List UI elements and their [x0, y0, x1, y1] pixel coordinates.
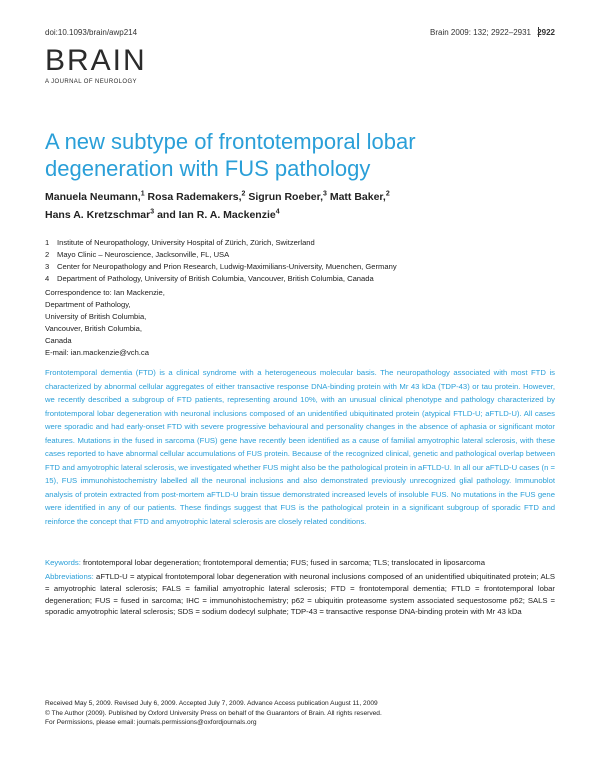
affiliation: 3 Center for Neuropathology and Prion Research, Ludwig-Maximilians-University, Muenchen, Germany — [45, 262, 397, 271]
journal-subtitle: A JOURNAL OF NEUROLOGY — [45, 79, 137, 85]
title-line-2: degeneration with FUS pathology — [45, 156, 371, 181]
abbreviations — [45, 571, 555, 618]
keywords-label: Keywords: — [45, 558, 81, 567]
permissions: For Permissions, please email: journals.permissions@oxfordjournals.org — [45, 719, 257, 727]
article-footer — [45, 699, 555, 728]
article-title — [45, 128, 505, 182]
abbreviations-label: Abbreviations: — [45, 572, 94, 581]
title-line-1: A new subtype of frontotemporal lobar — [45, 129, 416, 154]
author: Matt Baker,$^2$ — [329, 190, 390, 203]
correspondence-email[interactable]: E-mail: ian.mackenzie@vch.ca — [45, 348, 149, 357]
received-dates: Received May 5, 2009. Revised July 6, 2009. Accepted July 7, 2009. Advance Access publication August 11, 2009 — [45, 700, 378, 707]
affiliation: 4 Department of Pathology, University of British Columbia, Vancouver, British Columbia, Canada — [45, 274, 374, 283]
author-list — [45, 186, 555, 223]
copyright: © The Author (2009). Published by Oxford University Press on behalf of the Guarantors of Brain. All rights reserved. — [45, 709, 382, 717]
keywords — [45, 557, 555, 569]
keywords-text: frontotemporal lobar degeneration; frontotemporal dementia; FUS; fused in sarcoma; TLS; translocated in liposarcoma — [83, 558, 485, 567]
journal-brand — [45, 46, 147, 85]
correspondence-line: Correspondence to: Ian Mackenzie, — [45, 288, 165, 297]
journal-citation: Brain 2009: 132; 2922–2931 — [430, 28, 531, 37]
author: Rosa Rademakers,$^2$ — [147, 190, 246, 203]
correspondence-block — [45, 287, 345, 359]
journal-logo: BRAIN — [45, 44, 147, 77]
author: Hans A. Kretzschmar$^3$ — [45, 208, 155, 221]
correspondence-line: University of British Columbia, — [45, 312, 147, 321]
author: and Ian R. A. Mackenzie$^4$ — [157, 208, 280, 221]
affiliation: 1 Institute of Neuropathology, University Hospital of Zürich, Zürich, Switzerland — [45, 238, 315, 247]
doi[interactable]: doi:10.1093/brain/awp214 — [45, 28, 138, 37]
correspondence-line: Canada — [45, 336, 72, 345]
abbreviations-text: aFTLD-U = atypical frontotemporal lobar degeneration with neuronal inclusions composed of an unidentified ubiquitinated protein; ALS = amyotrophic lateral sclerosis; FALS = familial amyotrophic lateral sclerosis; FTD = frontotemporal dementia; FTLD = frontotemporal lobar degeneration; FUS = fused in sarcoma; IHC = immunohistochemistry; p62 = ubiquitin proteasome system associated sequestosome p62; SALS = sporadic amyotrophic lateral sclerosis; SDS = sodium dodecyl sulphate; TDP-43 = transactive response DNA-binding protein with Mr 43 kDa — [45, 572, 555, 617]
correspondence-line: Department of Pathology, — [45, 300, 131, 309]
author: Manuela Neumann,$^1$ — [45, 190, 145, 203]
affiliation: 2 Mayo Clinic – Neuroscience, Jacksonville, FL, USA — [45, 250, 230, 259]
affiliations — [45, 237, 555, 285]
abstract: Frontotemporal dementia (FTD) is a clinical syndrome with a heterogeneous molecular basis. The neuropathology associated with most FTD is characterized by abnormal cellular aggregates of either transactive response DNA-binding protein with Mr 43 kDa (TDP-43) or tau protein. However, we recently described a subgroup of FTD patients, representing around 10%, with an unusual clinical phenotype and pathology characterized by frontotemporal lobar degeneration with neuronal inclusions composed of an unidentified ubiquitinated protein (atypical FTLD-U; aFTLD-U). All cases were sporadic and had early-onset FTD with severe progressive behavioural and personality changes in the absence of aphasia or significant motor features. Mutations in the fused in sarcoma (FUS) gene have recently been identified as a cause of familial amyotrophic lateral sclerosis, with these cases reported to have abnormal cellular accumulations of FUS protein. Because of the recognized clinical, genetic and pathological overlap between FTD and amyotrophic lateral sclerosis, we investigated whether FUS might also be the pathological protein in aFTLD-U. In all our aFTLD-U cases (n = 15), FUS immunohistochemistry labelled all the neuronal inclusions and also demonstrated previously unrecognized glial pathology. Immunoblot analysis of protein extracted from post-mortem aFTLD-U brain tissue demonstrated increased levels of insoluble FUS. No mutations in the FUS gene were identified in any of our patients. These findings suggest that FUS is the pathological protein in a significant subgroup of sporadic FTD and reinforce the concept that FTD and amyotrophic lateral sclerosis are closely related conditions. — [45, 368, 555, 526]
author: Sigrun Roeber,$^3$ — [248, 190, 327, 203]
correspondence-line: Vancouver, British Columbia, — [45, 324, 142, 333]
page-number: 2922 — [537, 28, 555, 37]
